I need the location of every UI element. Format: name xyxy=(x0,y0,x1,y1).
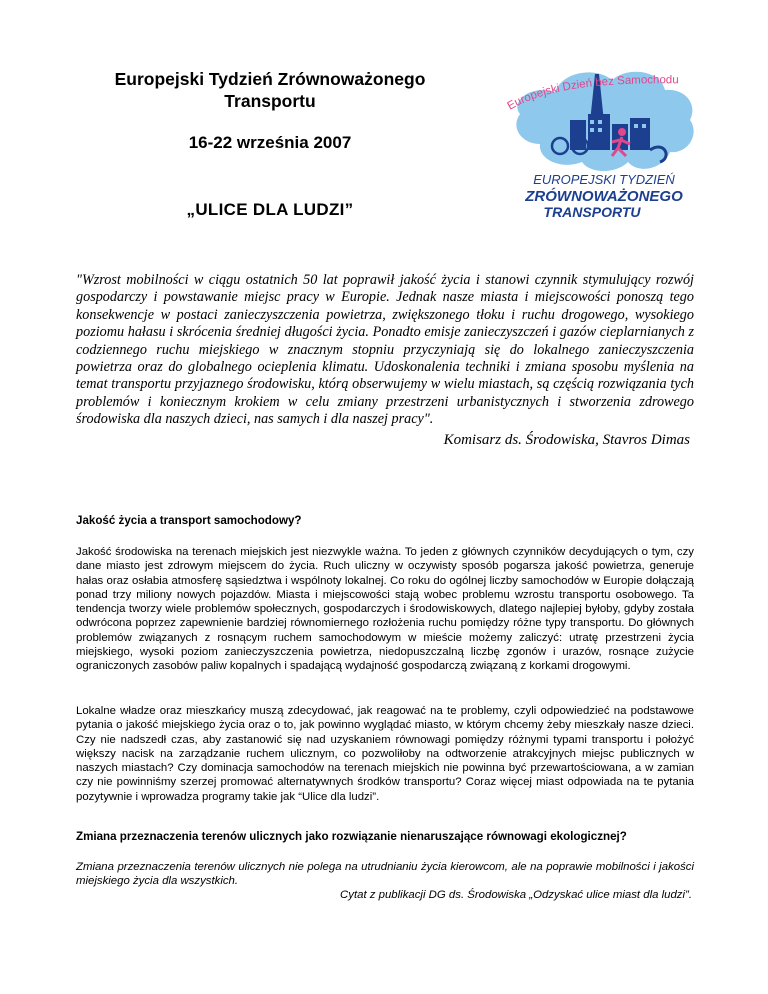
title-line-1: Europejski Tydzień Zrównoważonego xyxy=(114,69,426,89)
document-title xyxy=(60,68,480,112)
event-logo xyxy=(500,62,710,222)
logo-line-2: ZRÓWNOWAŻONEGO xyxy=(525,188,683,205)
citation: Cytat z publikacji DG ds. Środowiska „Odzyskać ulice miast dla ludzi”. xyxy=(340,889,692,901)
logo-arc-text: Europejski Dzień bez Samochodu xyxy=(505,74,679,113)
title-line-2: Transportu xyxy=(224,91,316,111)
section-paragraph-2: Lokalne władze oraz mieszkańcy muszą zdecydować, jak reagować na te problemy, czyli odpowiedzieć na podstawowe pytania o jakość miejskiego życia oraz o to, jak powinno wyglądać miasto, w którym chcemy żeby mieszkały nasze dzieci. Czy nie nadszedł czas, aby zastanowić się nad uzyskaniem równowagi pomiędzy różnymi typami transportu i położyć większy nacisk na zarządzanie ruchem ulicznym, co pozwoliłoby na odtworzenie atrakcyjnych miejsc publicznych w naszych miastach? Czy dominacja samochodów na terenach miejskich nie powinna być przewartościowana, a w zamian czy nie powinniśmy szerzej promować alternatywnych środków transportu? Coraz więcej miast odpowiada na te pytania pozytywnie i wprowadza programy takie jak “Ulice dla ludzi”. xyxy=(76,705,694,803)
section-paragraph-3: Zmiana przeznaczenia terenów ulicznych nie polega na utrudnianiu życia kierowcom, ale na poprawie mobilności i jakości miejskiego życia dla wszystkich. xyxy=(76,861,694,888)
logo-line-3: TRANSPORTU xyxy=(543,204,641,220)
event-slogan: „ULICE DLA LUDZI” xyxy=(186,200,354,219)
section-heading-2: Zmiana przeznaczenia terenów ulicznych jako rozwiązanie nienaruszające równowagi ekologicznej? xyxy=(76,830,627,843)
quote-text: "Wzrost mobilności w ciągu ostatnich 50 lat poprawił jakość życia i stanowi czynnik stymulujący rozwój gospodarczy i powstawanie miejsc pracy w Europie. Jednak nasze miasta i miejscowości ponoszą tego konsekwencje w postaci zanieczyszczenia powietrza, zwiększonego tłoku i ruchu drogowego, wysokiego poziomu hałasu i skrócenia średniej długości życia. Ponadto emisje zanieczyszczeń i gazów cieplarnianych z codziennego ruchu miejskiego w znacznym stopniu przyczyniają się do lokalnego zanieczyszczenia powietrza oraz do globalnego ocieplenia klimatu. Udoskonalenia techniki i zmiana sposobu myślenia na temat transportu przyjaznego środowisku, którą obserwujemy w wielu miastach, są częścią rozwiązania tych problemów i koniecznym krokiem w celu zmiany przestrzeni urbanistycznych i stworzenia zdrowego środowiska dla naszych dzieci, nas samych i dla naszej pracy". xyxy=(76,272,694,428)
section-paragraph-1: Jakość środowiska na terenach miejskich jest niezwykle ważna. To jeden z głównych czynników decydujących o tym, czy dane miasto jest zdrowym miejscem do życia. Ruch uliczny w oczywisty sposób pogarsza jakość powietrza, generuje hałas oraz osłabia atmosferę sąsiedztwa i wspólnoty lokalnej. Co roku do ogólnej liczby samochodów w Europie dołączają ponad trzy miliony nowych pojazdów. Miasta i miejscowości stają wobec problemu wzrostu transportu osobowego. Ta tendencja tworzy wiele problemów społecznych, gospodarczych i środowiskowych, dlatego najlepiej byłoby, gdyby została odwrócona poprzez zapewnienie bardziej równomiernego rozłożenia ruchu pomiędzy różne typy transportu. Do głównych problemów związanych z rosnącym ruchem samochodowym w mieście możemy zaliczyć: utratę przestrzeni życia miejskiego, wysoki poziom zanieczyszczenia powietrza, niedopuszczalną liczbę zgonów i urazów, rosnące zużycie ograniczonych zasobów paliw kopalnych i spadającą wydajność gospodarczą związaną z korkami drogowymi. xyxy=(76,546,694,673)
logo-line-1: EUROPEJSKI TYDZIEŃ xyxy=(533,172,675,187)
section-heading-1: Jakość życia a transport samochodowy? xyxy=(76,514,302,527)
event-dates: 16-22 września 2007 xyxy=(188,133,352,152)
quote-author: Komisarz ds. Środowiska, Stavros Dimas xyxy=(443,432,690,448)
